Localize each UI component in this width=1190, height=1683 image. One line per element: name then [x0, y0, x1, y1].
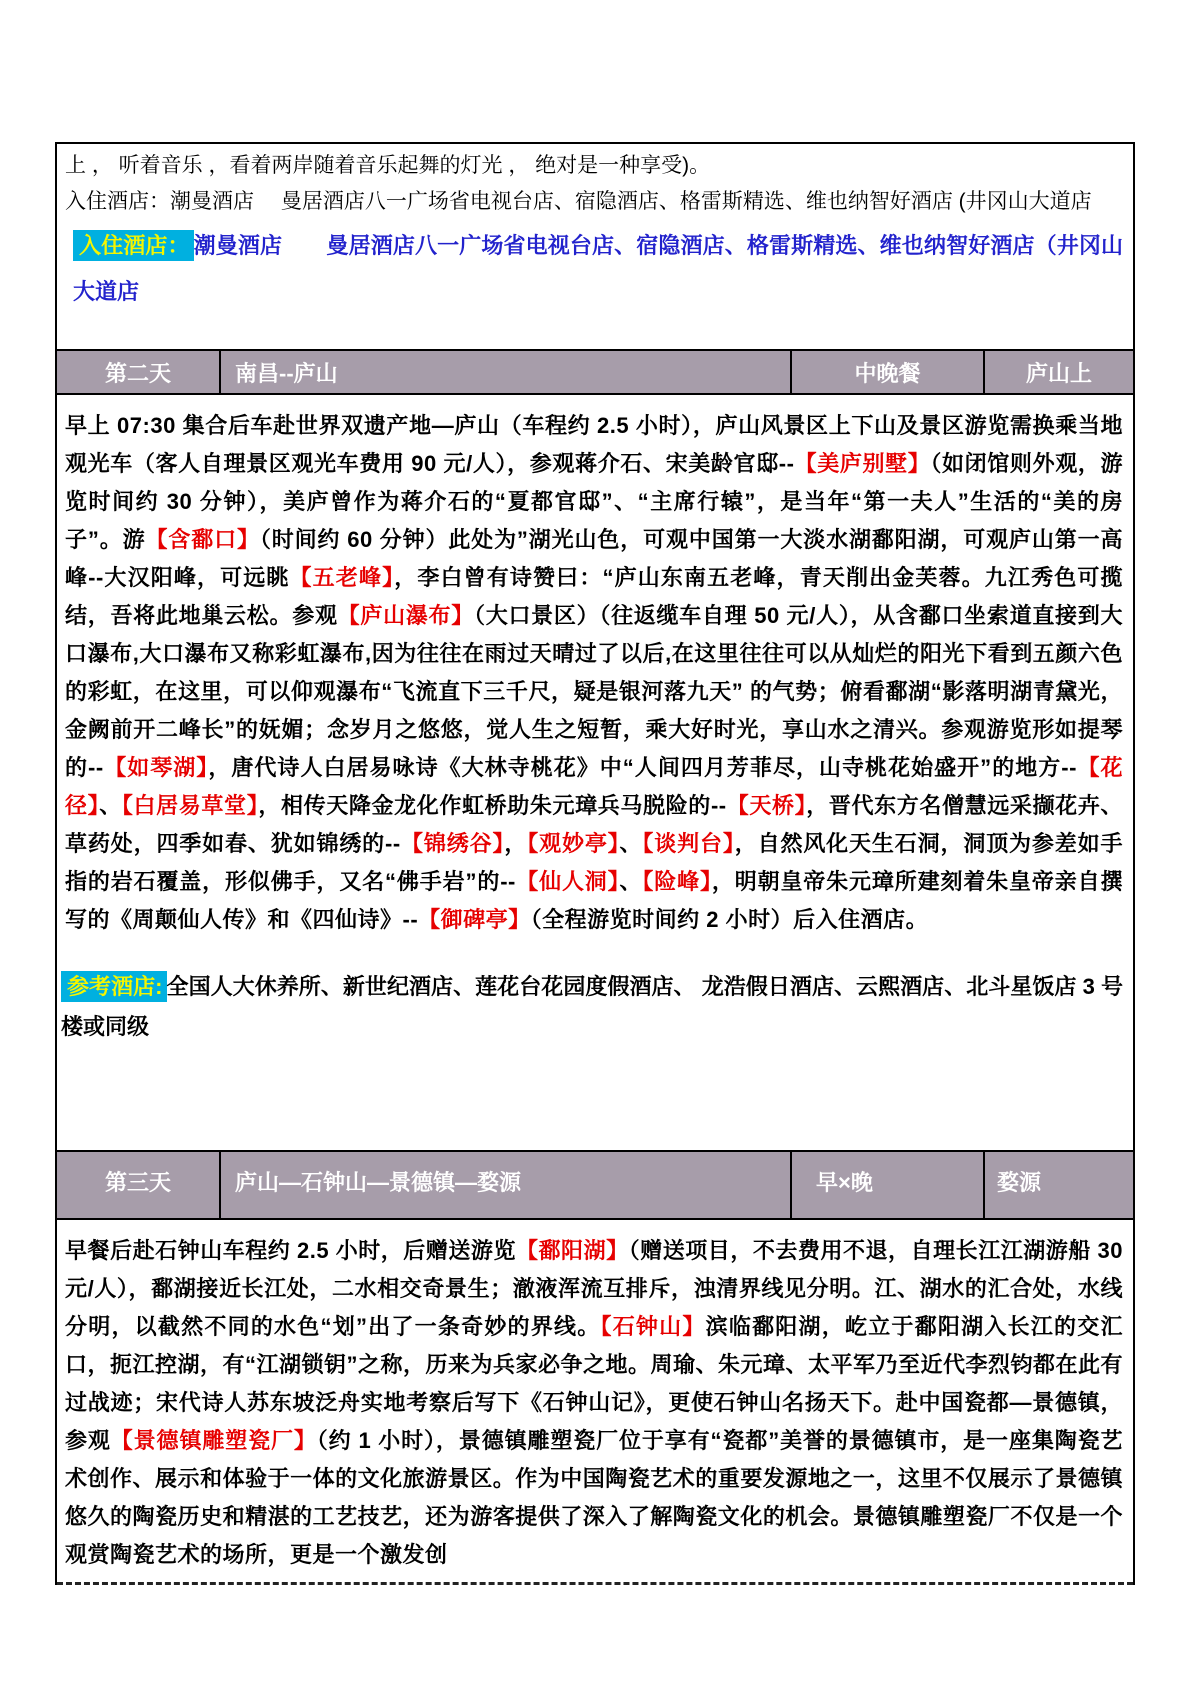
intro-cell [57, 144, 1133, 349]
itinerary-text: ，晋代东方名僧慧远采撷花卉、草药处，四季如春、犹如锦绣的-- [65, 793, 1123, 856]
checkin-hotels-plain: 入住酒店：潮曼酒店 曼居酒店八一广场省电视台店、宿隐酒店、格雷斯精选、维也纳智好酒店 (井冈山大道店 [65, 190, 1092, 213]
itinerary-text: ，相传天降金龙化作虹桥助朱元璋兵马脱险的-- [258, 793, 727, 818]
attraction-highlight: 【谈判台】 [642, 831, 735, 856]
attraction-highlight: 【天桥】 [726, 793, 807, 818]
itinerary-text: （大口景区）（往返缆车自理 50 元/人），从含鄱口坐索道直接到大口瀑布,大口瀑布又称彩虹瀑布,因为往往在雨过天晴过了以后,在这里往往可以从灿烂的阳光下看到五颜六色的彩虹，在这里，可以仰观瀑布“飞流直下三千尺，疑是银河落九天” 的气势；俯看鄱湖“影落明湖青黛光，金阙前开二峰长”的妩媚；念岁月之悠悠，觉人生之短暂，乘大好时光，享山水之清兴。参观游览形如提琴的-- [65, 603, 1123, 780]
attraction-highlight: 【仙人洞】 [515, 869, 620, 894]
attraction-highlight: 【观妙亭】 [527, 831, 620, 856]
itinerary-text: （赠送项目，不去费用不退，自理长江江湖游船 30 元/人），鄱湖接近长江处，二水相交奇景生；澈液浑流互排斥，浊清界线见分明。江、湖水的汇合处，水线分明，以截然不同的水色“划”出了一条奇妙的界线。 [65, 1238, 1123, 1339]
itinerary-text: 、 [619, 831, 643, 856]
day3-stay: 婺源 [983, 1152, 1133, 1218]
attraction-highlight: 【白居易草堂】 [121, 793, 259, 818]
itinerary-text: ，唐代诗人白居易咏诗《大林寺桃花》中“人间四月芳菲尽，山寺桃花始盛开”的地方-- [208, 755, 1077, 780]
checkin-hotels-highlighted [65, 223, 1123, 315]
itinerary-text: ， [504, 831, 528, 856]
itinerary-text: （全程游览时间约 2 小时）后入住酒店。 [530, 907, 929, 932]
day3-itinerary-paragraph [65, 1232, 1123, 1574]
day2-itinerary-cell [57, 395, 1133, 1150]
day2-day-label: 第二天 [104, 360, 171, 386]
attraction-highlight: 【含鄱口】 [145, 527, 260, 552]
itinerary-text: （时间约 60 分钟）此处为”湖光山色，可观中国第一大淡水湖鄱阳湖，可观庐山第一高峰--大汉阳峰，可远眺 [65, 527, 1123, 590]
reference-hotels-label: 参考酒店: [61, 971, 167, 1002]
day2-reference-hotels [61, 967, 1123, 1047]
itinerary-text: 、 [99, 793, 122, 818]
day3-route: 庐山—石钟山—景德镇—婺源 [219, 1152, 790, 1218]
itinerary-text: ，李白曾有诗赞曰：“庐山东南五老峰，青天削出金芙蓉。九江秀色可揽结，吾将此地巢云松。参观 [65, 565, 1123, 628]
itinerary-text: 、 [619, 869, 643, 894]
day2-route: 南昌--庐山 [219, 351, 790, 393]
checkin-hotels-blue-text: 潮曼酒店 曼居酒店八一广场省电视台店、宿隐酒店、格雷斯精选、维也纳智好酒店（井冈山大道店 [73, 233, 1123, 304]
attraction-highlight: 【御碑亭】 [418, 907, 531, 932]
attraction-highlight: 【锦绣谷】 [400, 831, 505, 856]
attraction-highlight: 【庐山瀑布】 [337, 603, 475, 628]
attraction-highlight: 【如琴湖】 [103, 755, 209, 780]
itinerary-text: 早上 07:30 集合后车赴世界双遗产地—庐山（车程约 2.5 小时），庐山风景区上下山及景区游览需换乘当地观光车（客人自理景区观光车费用 90 元/人），参观蒋介石、宋美龄官邸-- [65, 413, 1123, 476]
itinerary-text: （约 1 小时），景德镇雕塑瓷厂位于享有“瓷都”美誉的景德镇市，是一座集陶瓷艺术创作、展示和体验于一体的文化旅游景区。作为中国陶瓷艺术的重要发源地之一，这里不仅展示了景德镇悠久的陶瓷历史和精湛的工艺技艺，还为游客提供了深入了解陶瓷文化的机会。景德镇雕塑瓷厂不仅是一个观赏陶瓷艺术的场所，更是一个激发创 [65, 1428, 1123, 1567]
attraction-highlight: 【景德镇雕塑瓷厂】 [110, 1428, 317, 1453]
attraction-highlight: 【五老峰】 [289, 565, 395, 590]
intro-text: 上 ， 听着音乐 ，看着两岸随着音乐起舞的灯光 ， 绝对是一种享受)。 [65, 154, 711, 177]
itinerary-text: 早餐后赴石钟山车程约 2.5 小时，后赠送游览 [65, 1238, 516, 1263]
itinerary-table [55, 142, 1135, 1585]
itinerary-text: （如闭馆则外观，游览时间约 30 分钟），美庐曾作为蒋介石的“夏都官邸”、“主席行辕”，是当年“第一夫人”生活的“美的房子”。游 [65, 451, 1123, 552]
day2-meals: 中晚餐 [790, 351, 983, 393]
day3-day-label: 第三天 [104, 1170, 171, 1195]
itinerary-text: ，明朝皇帝朱元璋所建刻着朱皇帝亲自撰写的《周颠仙人传》和《四仙诗》-- [65, 869, 1123, 932]
itinerary-text: 滨临鄱阳湖，屹立于鄱阳湖入长江的交汇口，扼江控湖，有“江湖锁钥”之称，历来为兵家必争之地。周瑜、朱元璋、太平军乃至近代李烈钧都在此有过战迹；宋代诗人苏东坡泛舟实地考察后写下《石钟山记》，更使石钟山名扬天下。赴中国瓷都—景德镇，参观 [65, 1314, 1124, 1453]
attraction-highlight: 【美庐别墅】 [794, 451, 931, 476]
day3-itinerary-cell [57, 1220, 1133, 1585]
day3-meals: 早×晚 [790, 1152, 983, 1218]
reference-hotels-text: 全国人大休养所、新世纪酒店、莲花台花园度假酒店、 龙浩假日酒店、云熙酒店、北斗星饭店 3 号楼或同级 [61, 974, 1123, 1039]
attraction-highlight: 【花径】 [65, 755, 1123, 818]
checkin-hotels-label: 入住酒店： [73, 230, 194, 261]
attraction-highlight: 【险峰】 [642, 869, 712, 894]
itinerary-text: ，自然风化天生石洞，洞顶为参差如手指的岩石覆盖，形似佛手，又名“佛手岩”的-- [65, 831, 1123, 894]
day2-stay: 庐山上 [983, 351, 1133, 393]
day2-itinerary-paragraph [65, 407, 1123, 939]
day3-header-row [57, 1150, 1133, 1220]
attraction-highlight: 【石钟山】 [600, 1314, 706, 1339]
attraction-highlight: 【鄱阳湖】 [515, 1238, 629, 1263]
day2-header-row [57, 349, 1133, 395]
